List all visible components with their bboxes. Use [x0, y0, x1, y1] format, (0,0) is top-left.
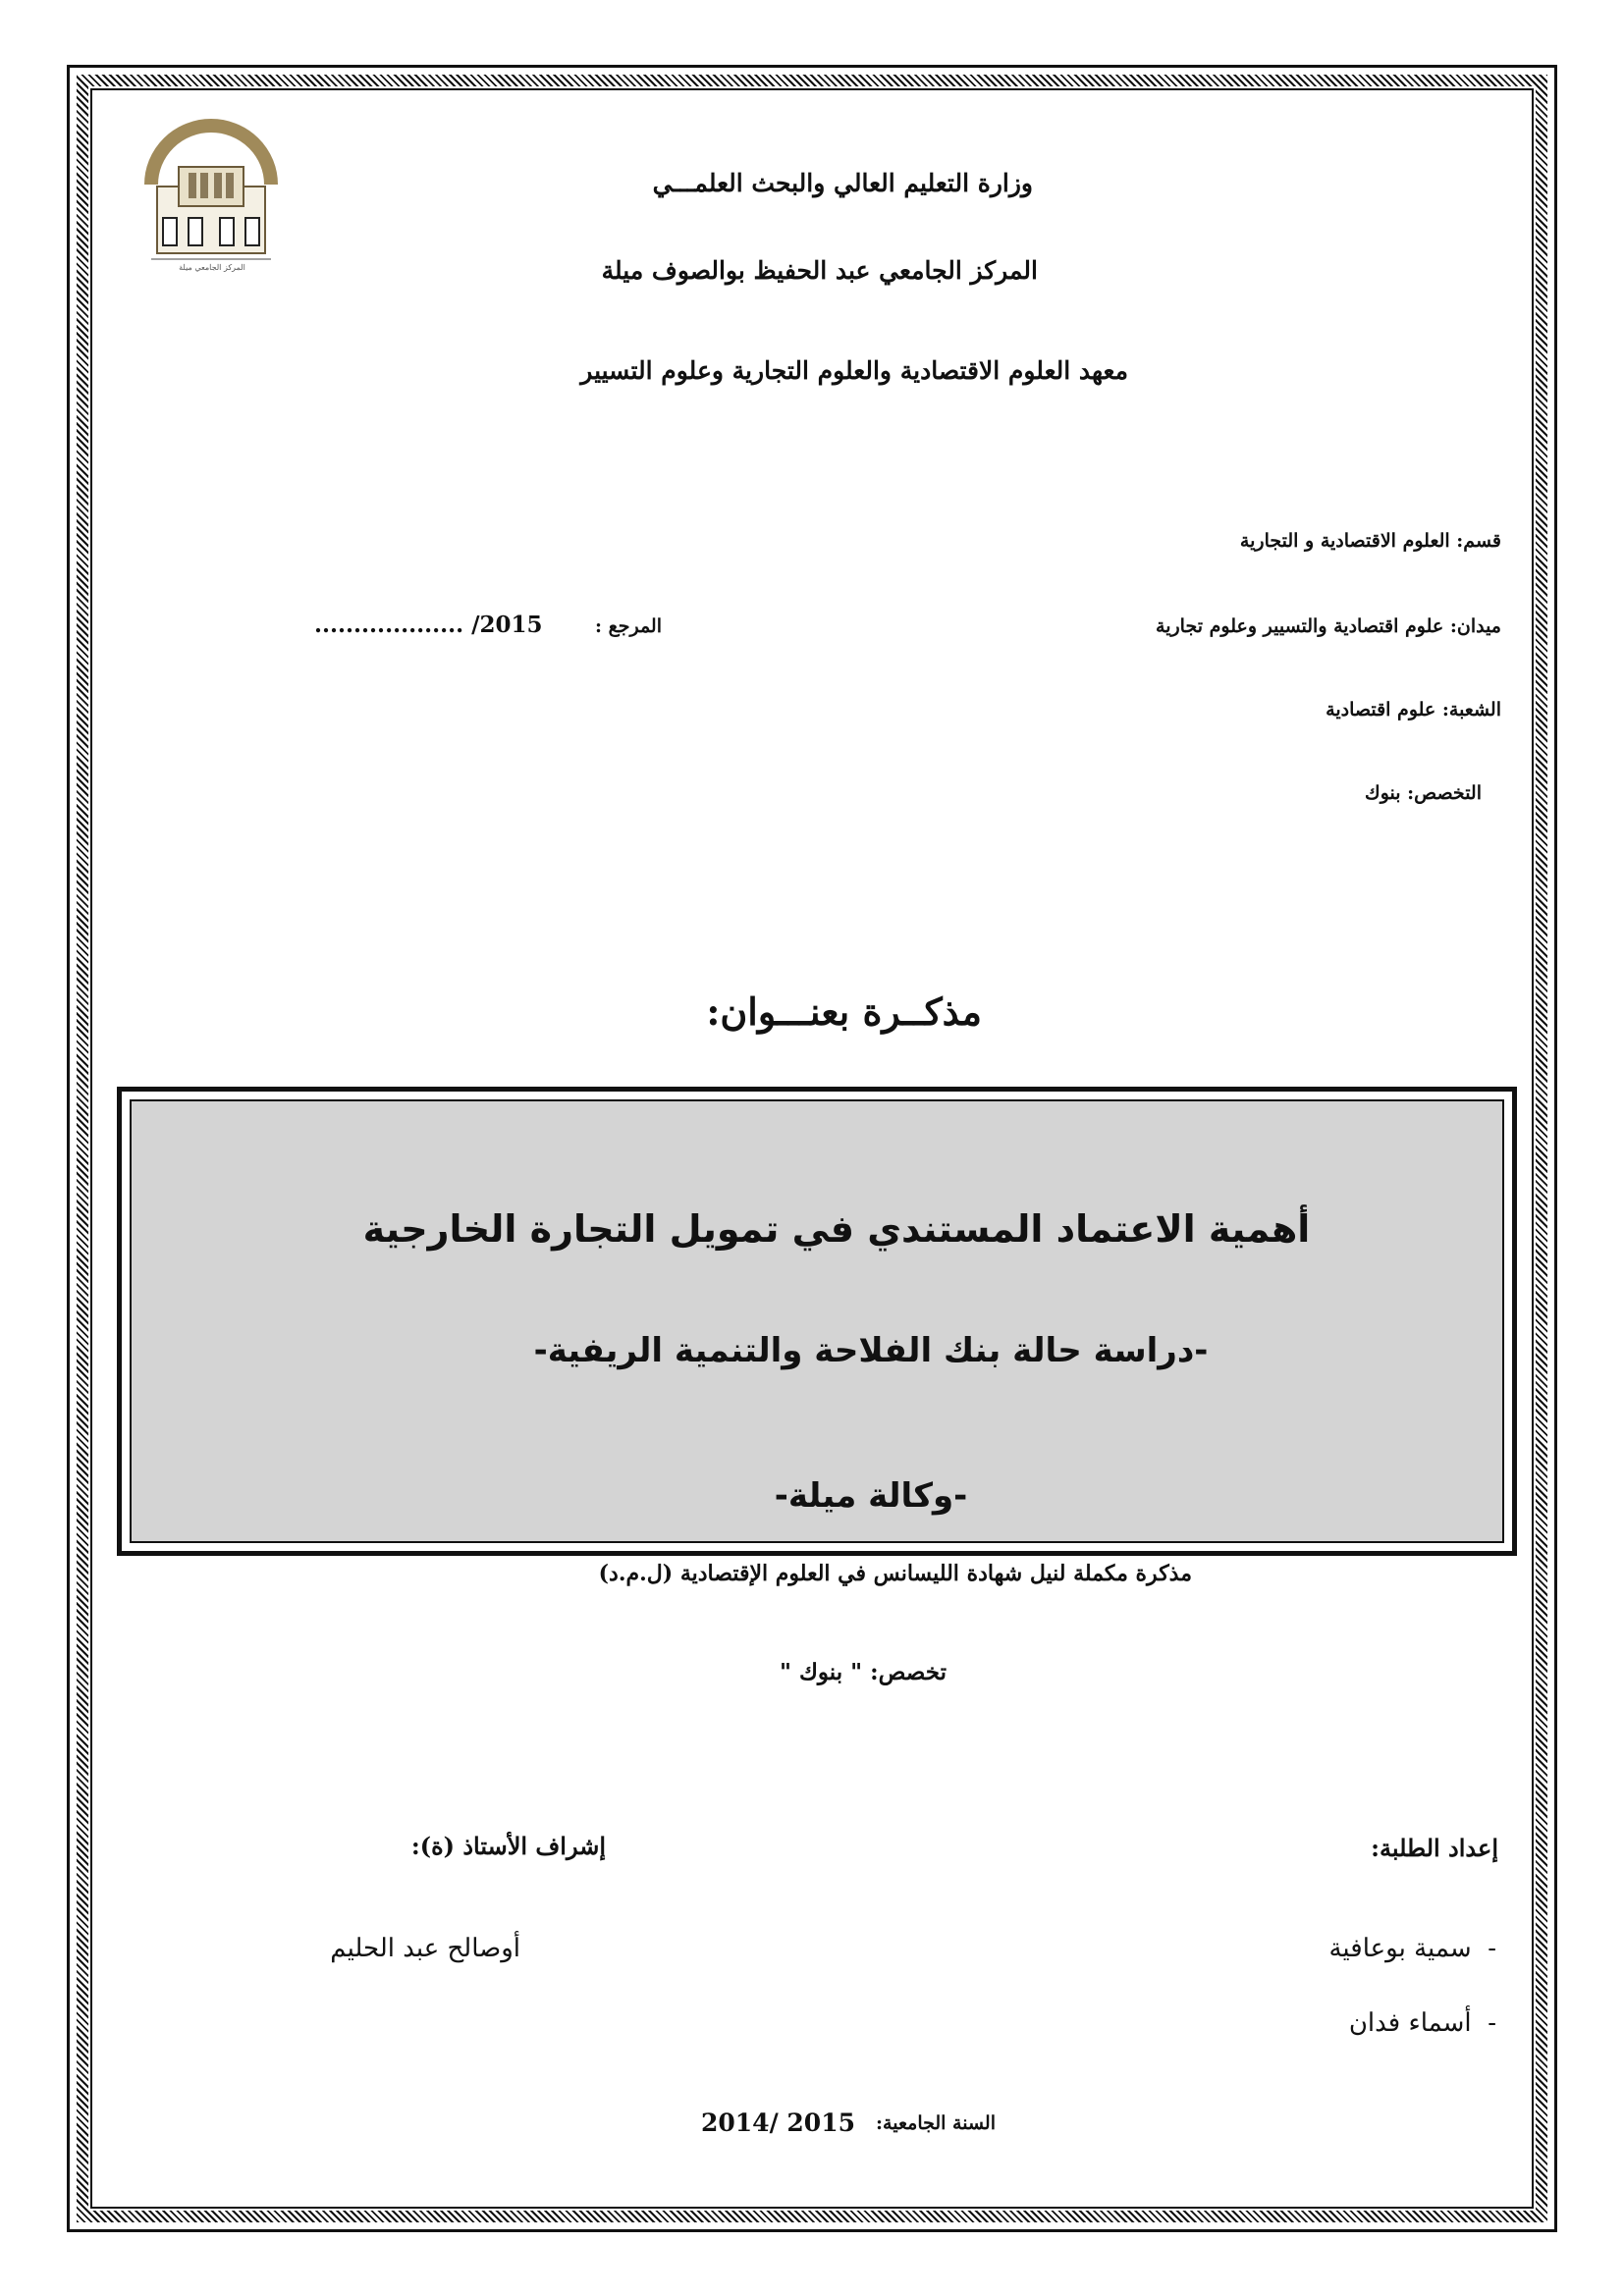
title-box	[117, 1087, 1517, 1556]
title-box-panel	[130, 1099, 1504, 1543]
case-study-subtitle: -دراسة حالة بنك الفلاحة والتنمية الريفية-	[533, 1331, 1209, 1370]
students-label: إعداد الطلبة:	[1371, 1834, 1498, 1862]
specialty-line: التخصص: بنوك	[1365, 782, 1482, 804]
agency-subtitle: -وكالة ميلة-	[774, 1476, 968, 1516]
university-logo	[137, 116, 285, 281]
institute-name: معهد العلوم الاقتصادية والعلوم التجارية وعلوم التسيير	[580, 356, 1128, 385]
student-name-2	[1349, 2008, 1496, 2038]
reference-value: ................... /2015	[314, 612, 543, 638]
bullet-dash: -	[1471, 1934, 1496, 1963]
bullet-dash: -	[1471, 2008, 1496, 2038]
academic-year-value: 2014/ 2015	[701, 2109, 855, 2137]
department-line: قسم: العلوم الاقتصادية و التجارية	[1239, 530, 1501, 552]
student-name-text: سمية بوعافية	[1328, 1934, 1472, 1963]
supervisor-label: إشراف الأستاذ (ة):	[410, 1832, 606, 1860]
logo-caption: المركز الجامعي ميلة	[179, 263, 245, 272]
university-building-logo-icon	[137, 116, 285, 281]
ministry-name: وزارة التعليم العالي والبحث العلمـــي	[652, 169, 1033, 197]
supervisor-name: أوصالح عبد الحليم	[330, 1934, 520, 1963]
memo-heading: مذكــرة بعنـــوان:	[706, 989, 982, 1034]
reference-label: المرجع :	[594, 615, 662, 637]
student-name-text: أسماء فدان	[1348, 2008, 1472, 2038]
university-name: المركز الجامعي عبد الحفيظ بوالصوف ميلة	[601, 256, 1038, 285]
academic-year-label: السنة الجامعية:	[876, 2112, 996, 2134]
student-name-1	[1328, 1934, 1496, 1963]
degree-note: مذكرة مكملة لنيل شهادة الليسانس في العلوم الإقتصادية (ل.م.د)	[598, 1561, 1192, 1586]
specialization-line: تخصص: " بنوك "	[779, 1659, 947, 1685]
field-line: ميدان: علوم اقتصادية والتسيير وعلوم تجارية	[1156, 615, 1501, 637]
thesis-title: أهمية الاعتماد المستندي في تمويل التجارة الخارجية	[362, 1207, 1311, 1251]
branch-line: الشعبة: علوم اقتصادية	[1326, 699, 1501, 721]
